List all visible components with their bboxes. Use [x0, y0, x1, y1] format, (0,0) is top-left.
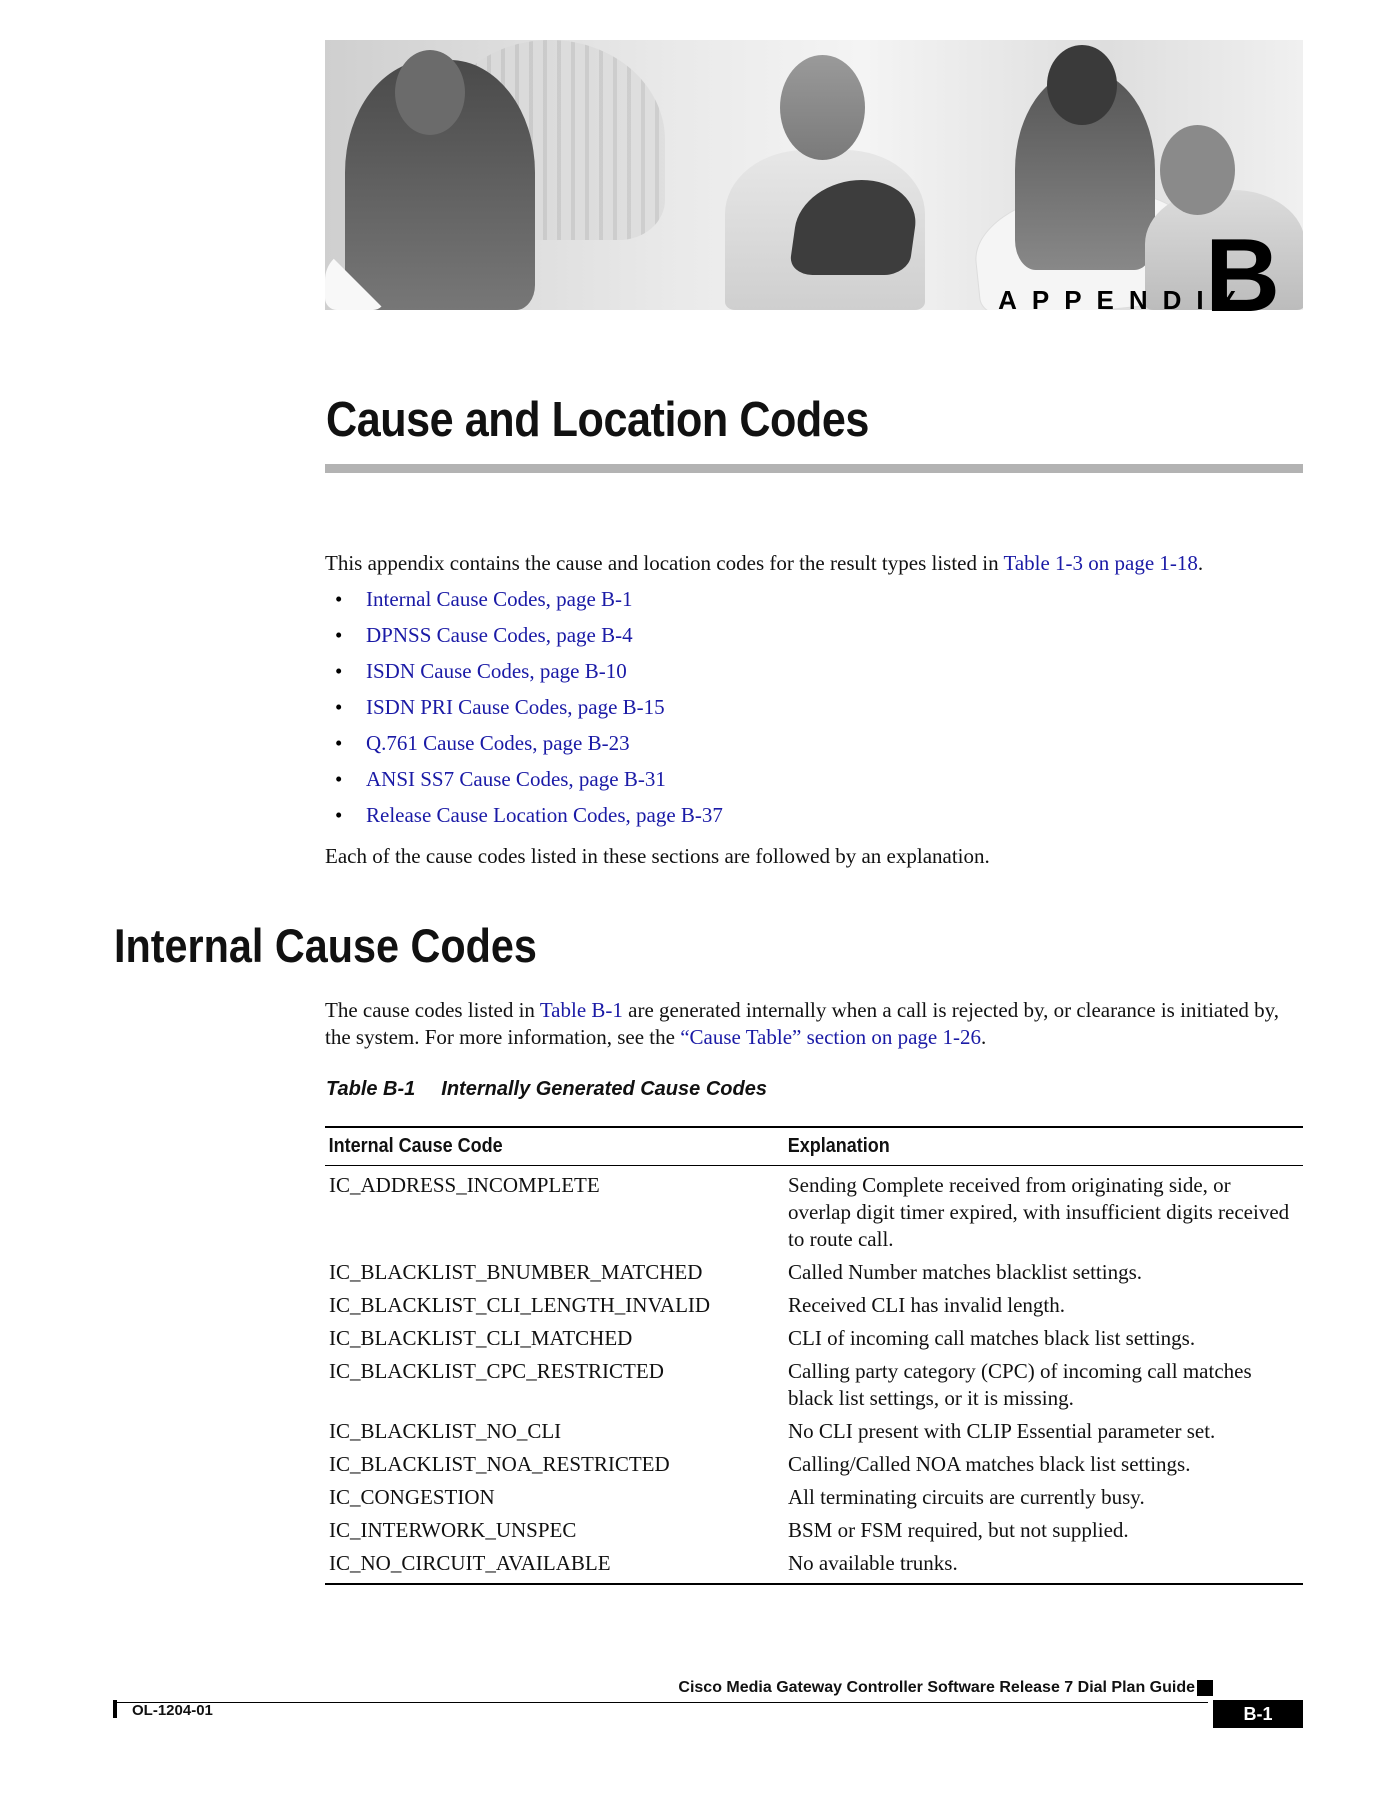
- cause-code-cell: IC_BLACKLIST_CLI_LENGTH_INVALID: [329, 1293, 711, 1317]
- banner-person-woman-head: [1047, 45, 1117, 125]
- appendix-label: APPENDIX: [998, 285, 1251, 315]
- internal-cause-codes-link[interactable]: Internal Cause Codes, page B-1: [366, 587, 633, 611]
- cause-code-cell: IC_NO_CIRCUIT_AVAILABLE: [329, 1551, 611, 1575]
- cause-code-cell: IC_BLACKLIST_CLI_MATCHED: [329, 1326, 633, 1350]
- table-row: [325, 1511, 1303, 1544]
- explanation-cell: Sending Complete received from originating side, or overlap digit timer expired, with insufficient digits received to route call.: [788, 1173, 1290, 1251]
- list-item: [325, 622, 723, 658]
- table-b-1-link[interactable]: Table B-1: [539, 998, 623, 1022]
- list-item: [325, 694, 723, 730]
- explanation-cell: Called Number matches blacklist settings.: [788, 1260, 1143, 1284]
- table-row: [325, 1412, 1303, 1445]
- column-header-explanation: Explanation: [787, 1135, 890, 1157]
- list-item: [325, 766, 723, 802]
- bullet-icon: •: [335, 659, 343, 683]
- explanation-cell: No CLI present with CLIP Essential parameter set.: [788, 1419, 1216, 1443]
- dpnss-cause-codes-link[interactable]: DPNSS Cause Codes, page B-4: [366, 623, 633, 647]
- table-caption-number: Table B-1: [326, 1078, 416, 1100]
- explanation-cell: No available trunks.: [788, 1551, 958, 1575]
- section-text: are generated internally when a call is rejected by, or clearance is initiated by, the system. For more information, see the: [325, 998, 1280, 1049]
- page-number-badge: B-1: [1213, 1700, 1303, 1728]
- footer-marker-block: [1197, 1680, 1213, 1696]
- explanation-cell: Calling party category (CPC) of incoming call matches black list settings, or it is missing.: [788, 1359, 1252, 1410]
- table-row: [325, 1286, 1303, 1319]
- section-text: The cause codes listed in: [325, 998, 540, 1022]
- section-link-list: [325, 586, 723, 838]
- table-row: [325, 1253, 1303, 1286]
- list-item: [325, 586, 723, 622]
- explanation-cell: All terminating circuits are currently busy.: [788, 1485, 1145, 1509]
- banner-person-left-head: [395, 50, 465, 135]
- release-cause-location-codes-link[interactable]: Release Cause Location Codes, page B-37: [366, 803, 723, 827]
- list-item: [325, 802, 723, 838]
- footer-guide-title: Cisco Media Gateway Controller Software Release 7 Dial Plan Guide: [678, 1679, 1195, 1696]
- bullet-icon: •: [335, 587, 343, 611]
- footer-rule: [115, 1702, 1208, 1703]
- footer-document-code: OL-1204-01: [132, 1702, 213, 1719]
- isdn-cause-codes-link[interactable]: ISDN Cause Codes, page B-10: [366, 659, 627, 683]
- title-rule: [325, 464, 1303, 473]
- table-caption: [326, 1078, 767, 1101]
- cause-code-cell: IC_ADDRESS_INCOMPLETE: [329, 1173, 600, 1197]
- column-header-code: Internal Cause Code: [328, 1135, 503, 1157]
- banner-person-center-head: [780, 55, 865, 160]
- intro-text: This appendix contains the cause and location codes for the result types listed in: [325, 551, 1004, 575]
- section-title: Internal Cause Codes: [114, 919, 537, 972]
- explanation-cell: Received CLI has invalid length.: [788, 1293, 1066, 1317]
- list-item: [325, 658, 723, 694]
- table-caption-title: Internally Generated Cause Codes: [441, 1078, 767, 1100]
- intro-text-end: .: [1197, 551, 1204, 575]
- cause-code-cell: IC_INTERWORK_UNSPEC: [329, 1518, 577, 1542]
- bullet-icon: •: [335, 623, 343, 647]
- explanation-cell: Calling/Called NOA matches black list settings.: [788, 1452, 1191, 1476]
- explanation-cell: BSM or FSM required, but not supplied.: [788, 1518, 1129, 1542]
- appendix-letter: B: [1205, 218, 1281, 334]
- cause-codes-table: [325, 1126, 1303, 1585]
- table-header-row: [325, 1128, 1303, 1166]
- cause-code-cell: IC_CONGESTION: [329, 1485, 495, 1509]
- list-item: [325, 730, 723, 766]
- footer-left-bar: [113, 1700, 117, 1718]
- explanation-cell: CLI of incoming call matches black list settings.: [788, 1326, 1196, 1350]
- bullet-icon: •: [335, 731, 343, 755]
- bullet-icon: •: [335, 767, 343, 791]
- table-row: [325, 1319, 1303, 1352]
- chapter-title: Cause and Location Codes: [326, 393, 869, 447]
- cause-code-cell: IC_BLACKLIST_BNUMBER_MATCHED: [329, 1260, 703, 1284]
- cause-code-cell: IC_BLACKLIST_NO_CLI: [329, 1419, 562, 1443]
- bullet-icon: •: [335, 695, 343, 719]
- section-text-end: .: [980, 1025, 987, 1049]
- cause-code-cell: IC_BLACKLIST_NOA_RESTRICTED: [329, 1452, 670, 1476]
- table-row: [325, 1352, 1303, 1412]
- section-paragraph: [325, 997, 1305, 1051]
- ansi-ss7-cause-codes-link[interactable]: ANSI SS7 Cause Codes, page B-31: [366, 767, 666, 791]
- banner-corner-fold: [325, 250, 385, 310]
- bullet-icon: •: [335, 803, 343, 827]
- table-1-3-link[interactable]: Table 1-3 on page 1-18: [1003, 551, 1198, 575]
- q761-cause-codes-link[interactable]: Q.761 Cause Codes, page B-23: [366, 731, 630, 755]
- table-row: [325, 1166, 1303, 1253]
- cause-code-cell: IC_BLACKLIST_CPC_RESTRICTED: [329, 1359, 664, 1383]
- banner-person-right-head: [1160, 125, 1235, 215]
- cause-table-section-link[interactable]: “Cause Table” section on page 1-26: [680, 1025, 981, 1049]
- table-row: [325, 1445, 1303, 1478]
- intro-paragraph: [325, 550, 1325, 577]
- table-row: [325, 1544, 1303, 1583]
- isdn-pri-cause-codes-link[interactable]: ISDN PRI Cause Codes, page B-15: [366, 695, 665, 719]
- after-list-paragraph: Each of the cause codes listed in these sections are followed by an explanation.: [325, 844, 990, 868]
- table-row: [325, 1478, 1303, 1511]
- appendix-banner-photo: [325, 40, 1303, 310]
